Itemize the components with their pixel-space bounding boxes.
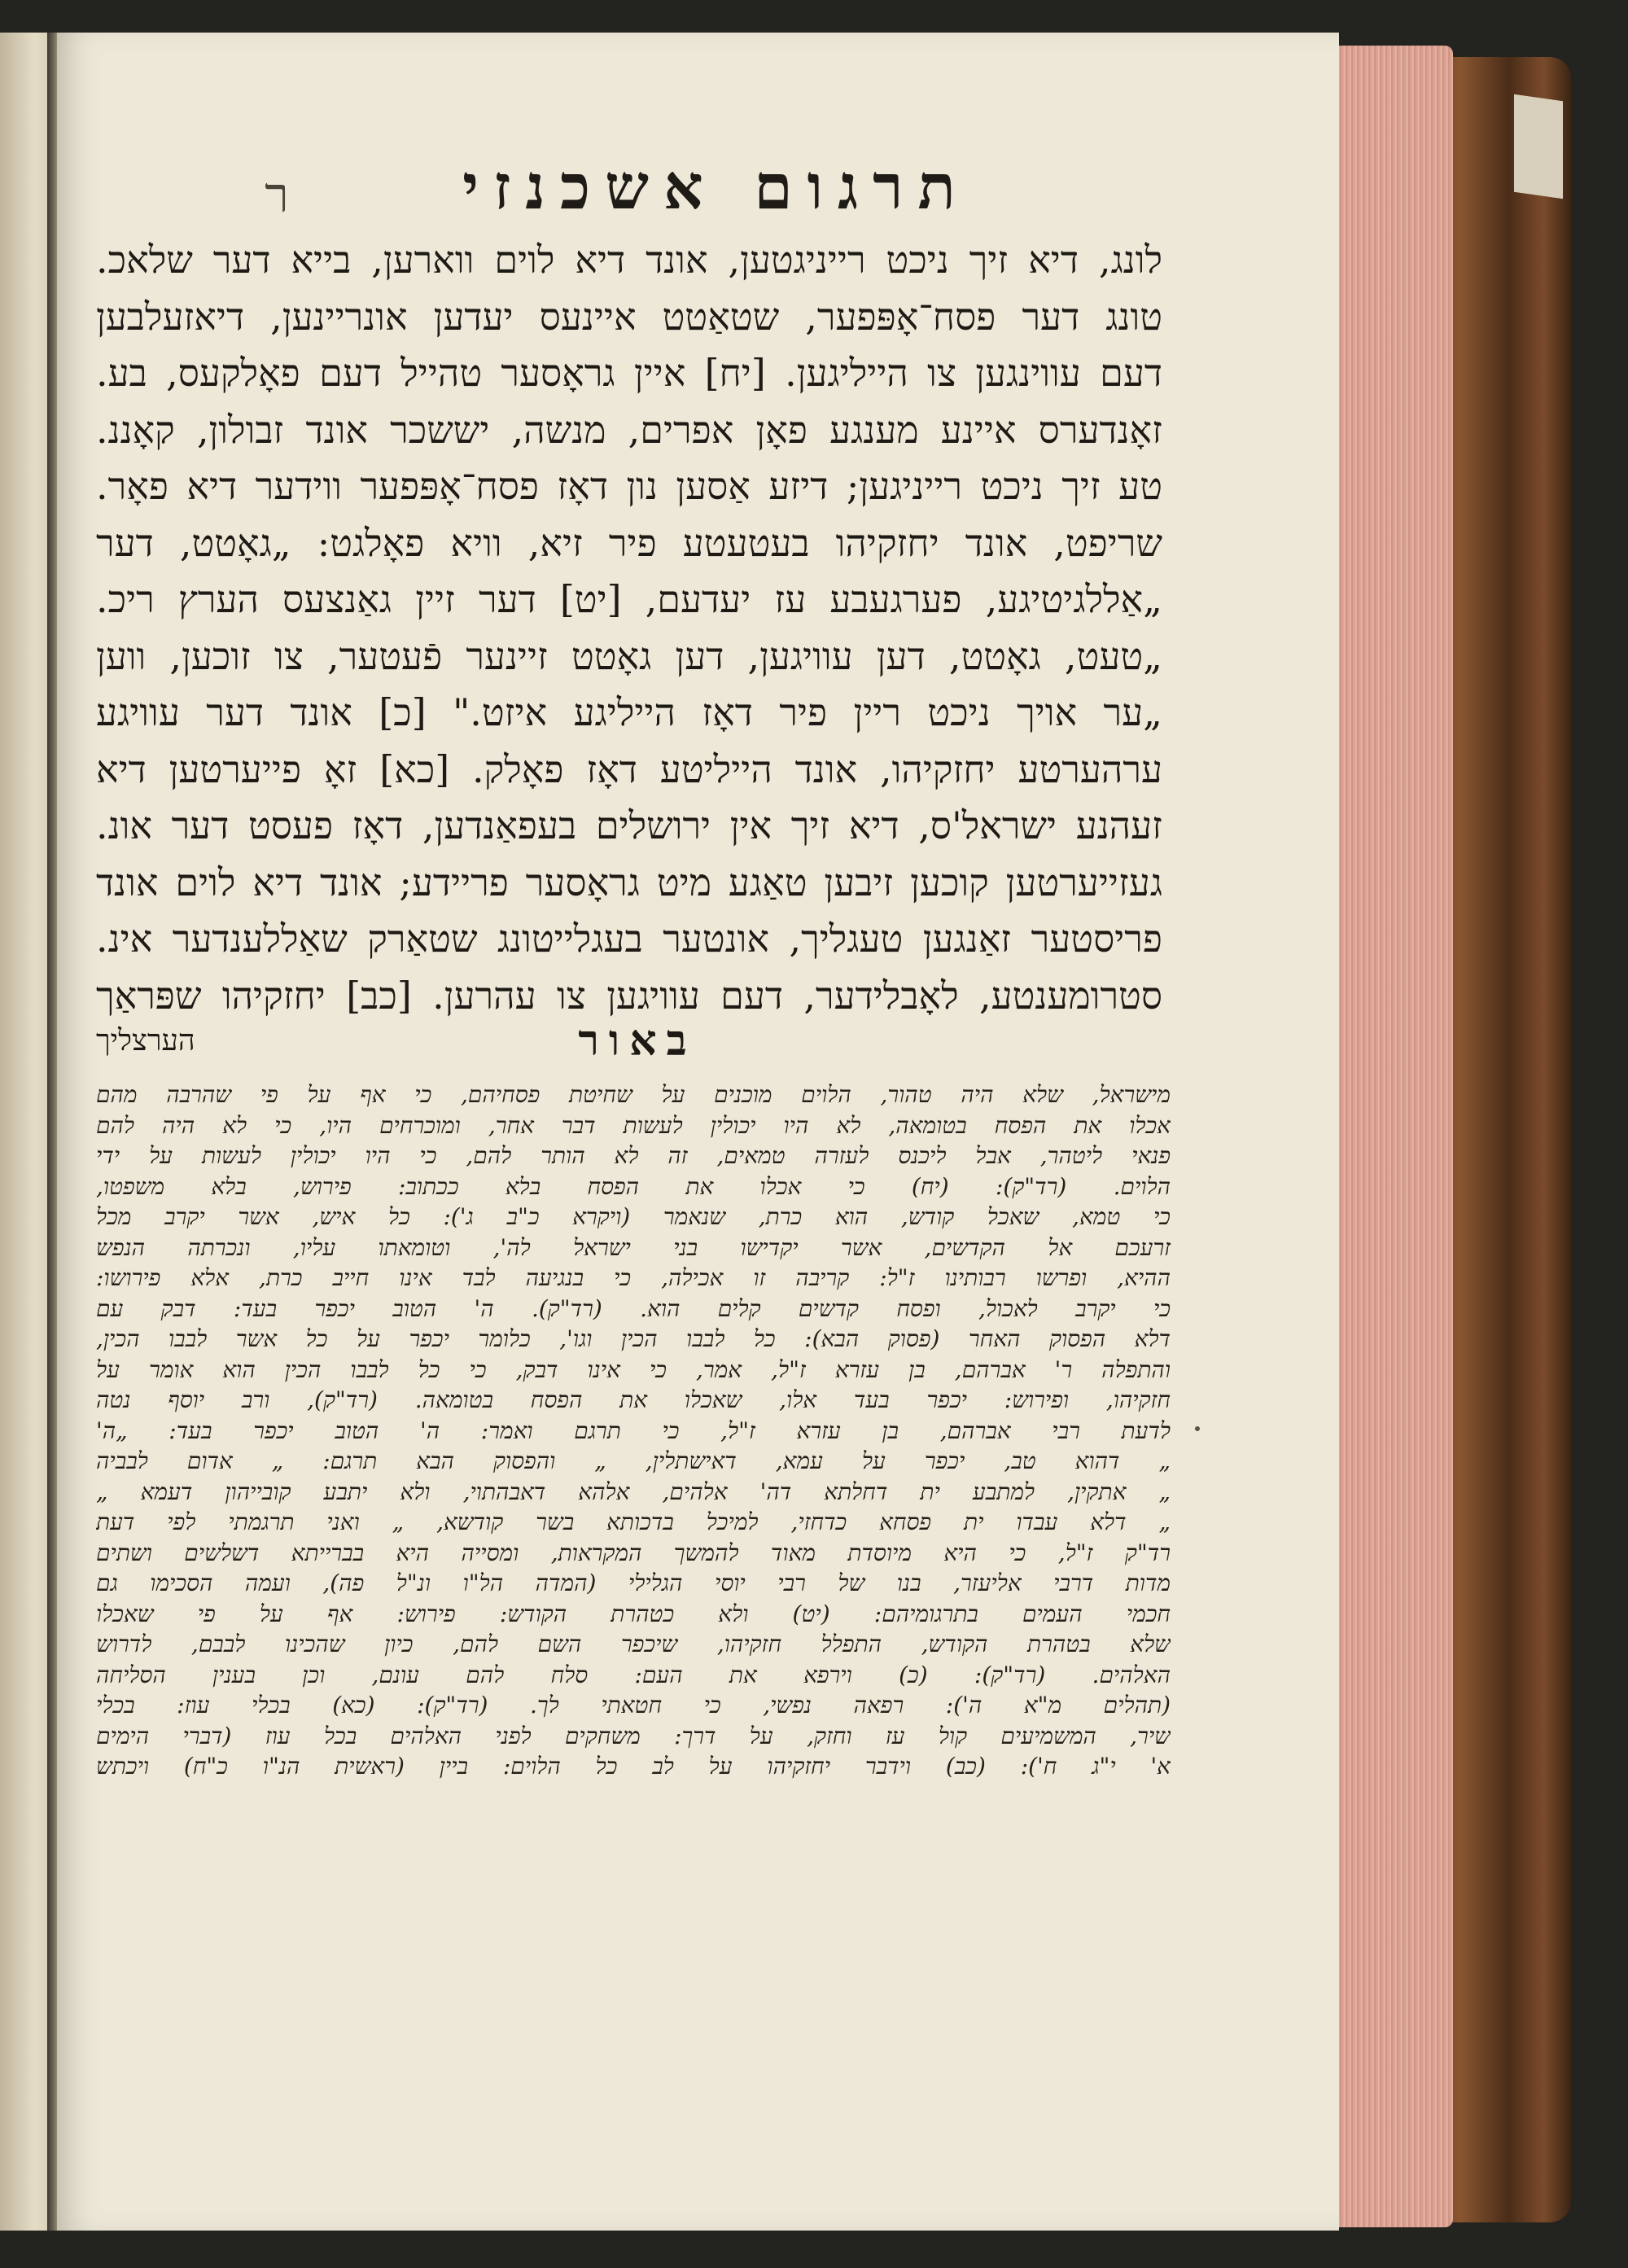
- catch-mark: ר: [265, 167, 289, 224]
- commentary-line: „ דהוא טב, יכפר על עמא, דאישתלין, „ והפסוק הבא תרגם: „ אדום לבביה: [96, 1447, 1171, 1474]
- commentary-line: דלא הפסוק האחר (פסוק הבא): כל לבבו הכין וגו', כלומר יכפר על כל אשר לבבו הכין,: [96, 1325, 1171, 1352]
- translation-line: זאָנדערס איינע מענגע פאָן אפרים, מנשה, יששכר אונד זבולון, קאָננ.: [96, 407, 1162, 452]
- commentary-line: חזקיהו, ופירוש: יכפר בעד אלו, שאכלו את הפסח בטומאה. (רד"ק), ורב יוסף נטה: [96, 1386, 1171, 1413]
- commentary-line: רד"ק ז"ל, כי היא מיוסדת מאוד להמשך המקראות, ומסייה היא בברייתא דשלשים ושתים: [96, 1539, 1171, 1566]
- commentary-line: שלא בטהרת הקודש, התפלל חזקיהו, שיכפר השם להם, כיון שהכינו לבבם, לדרוש: [96, 1631, 1171, 1657]
- commentary-line: האלהים. (רד"ק): (כ) וירפא את העם: סלח להם עונם, וכן בענין הסליחה: [96, 1661, 1171, 1688]
- translation-line: טע זיך ניכט רייניגען; דיזע אַסען נון דאָז פסח־אָפּפער ווידער דיא פאָר.: [96, 464, 1162, 508]
- commentary-line: „ אתקין, למתבע ית דחלתא דה' אלהים, אלהא דאבהתוי, ולא יתבע קובייהון דעמא „: [96, 1478, 1171, 1505]
- book-page: [57, 33, 1339, 2231]
- translation-line: טונג דער פסח־אָפּפער, שטאַטט איינעס יעדען אונריינען, דיאזעלבען: [96, 294, 1162, 339]
- commentary-line: „ דלא עבדו ית פסחא כדחזי, למיכל בדכותא בשר קודשא, „ ואני תרגמתי לפי דעת: [96, 1508, 1171, 1535]
- commentary-line: לדעת רבי אברהם, בן עזרא ז"ל, כי תרגם ואמר: ה' הטוב יכפר בעד: „ה': [96, 1416, 1171, 1444]
- translation-line: זעהנע ישראל'ס, דיא זיך אין ירושלים בעפאַנדען, דאָז פעסט דער אונ.: [96, 803, 1162, 847]
- commentary-line: חכמי העמים בתרגומיהם: (יט) ולא כטהרת הקודש: פירוש: אף על פי שאכלו: [96, 1600, 1171, 1627]
- book-cover: [1433, 57, 1571, 2222]
- page-edges: [1331, 46, 1453, 2227]
- section-heading: [96, 1016, 1162, 1066]
- translation-line: ערהערטע יחזקיהו, אונד הייליטע דאָז פאָלק. [כא] זאָ פייערטען דיא: [96, 747, 1162, 791]
- commentary-line: מישראל, שלא היה טהור, הלוים מוכנים על שחיטת פסחיהם, כי אף על פי שהרבה מהם: [96, 1081, 1171, 1108]
- running-title: תרגום אשכנזי: [462, 151, 970, 223]
- translation-line: „ער אויך ניכט ריין פיר דאָז הייליגע איזט." [כ] אונד דער עוויגע: [96, 690, 1162, 734]
- translation-line: שריפט, אונד יחזקיהו בעטעטע פיר זיא, וויא פאָלגט: „גאָטט, דער: [96, 520, 1162, 565]
- ink-spot: [1195, 1426, 1200, 1431]
- section-title: באור: [578, 1016, 697, 1066]
- commentary-line: (תהלים מ"א ה'): רפאה נפשי, כי חטאתי לך. (רד"ק): (כא) בכלי עוז: בכלי: [96, 1692, 1171, 1719]
- page-header: [244, 142, 1123, 232]
- commentary-line: ההיא, ופרשו רבותינו ז"ל: קריבה זו אכילה, כי בנגיעה לבד אינו חייב כרת, אלא פירושו:: [96, 1264, 1171, 1291]
- commentary-line: כי יקרב לאכול, ופסח קדשים קלים הוא. (רד"ק). ה' הטוב יכפר בעד: דבק עם: [96, 1294, 1171, 1322]
- translation-line: געזייערטען קוכען זיבען טאַגע מיט גראָסער פריידע; אונד דיא לוים אונד: [96, 860, 1162, 904]
- translation-line: „טעט, גאָטט, דען עוויגען, דען גאָטט זיינער פֿעטער, צו זוכען, ווען: [96, 633, 1162, 678]
- commentary-line: כי טמא, שאכל קודש, הוא כרת, שנאמר (ויקרא כ"ב ג'): כל איש, אשר יקרב מכל: [96, 1203, 1171, 1230]
- translation-line: סטרומענטע, לאָבלידער, דעם עוויגען צו עהרען. [כב] יחזקיהו שפּראַך: [96, 973, 1162, 1018]
- translation-text: [96, 232, 1162, 1024]
- translation-line: „אַללגיטיגע, פערגעבע עז יעדעם, [יט] דער זיין גאַנצעס הערץ ריכ.: [96, 577, 1162, 621]
- cover-paper-label: [1514, 94, 1563, 199]
- commentary-line: מדות דרבי אליעזר, בנו של רבי יוסי הגלילי (המדה הל"ו ונ"ל פה), ועמה הסכימו גם: [96, 1570, 1171, 1596]
- translation-line: לונג, דיא זיך ניכט רייניגטען, אונד דיא לוים ווארען, בייא דער שלאכ.: [96, 238, 1162, 282]
- commentary-text: [96, 1079, 1171, 1782]
- commentary-line: שיר, המשמיעים קול עז וחזק, על דרך: משחקים לפני האלהים בכל עוז (דברי הימים: [96, 1722, 1171, 1749]
- catchword: הערצליך: [96, 1024, 195, 1057]
- commentary-line: והתפלה ר' אברהם, בן עזרא ז"ל, אמר, כי אינו דבק, כי כל לבבו הכין הוא אומר על: [96, 1355, 1171, 1383]
- commentary-line: א' י"ג ח'): (כב) וידבר יחזקיהו על לב כל הלוים: ביין (ראשית הנ"ו כ"ח) ויכתש: [96, 1753, 1171, 1780]
- translation-line: פריסטער זאַנגען טעגליך, אונטער בעגלייטונג שטאַרק שאַללענדער אינ.: [96, 917, 1162, 961]
- commentary-line: אכלו את הפסח בטומאה, לא היו יכולין לעשות דבר אחר, ומוכרחים היו, כי לא היה להם: [96, 1111, 1171, 1139]
- commentary-line: הלוים. (רד"ק): (יח) כי אכלו את הפסח בלא ככתוב: פירוש, בלא משפטו,: [96, 1172, 1171, 1200]
- translation-line: דעם עווינגען צו הייליגען. [יח] איין גראָסער טהייל דעם פאָלקעס, בע.: [96, 351, 1162, 395]
- commentary-line: פנאי ליטהר, אבל ליכנס לעזרה טמאים, זה לא הותר להם, כי היו יכולין לעשות על ידי: [96, 1142, 1171, 1169]
- commentary-line: זרעכם אל הקדשים, אשר יקדישו בני ישראל לה', וטומאתו עליו, ונכרתה הנפש: [96, 1233, 1171, 1261]
